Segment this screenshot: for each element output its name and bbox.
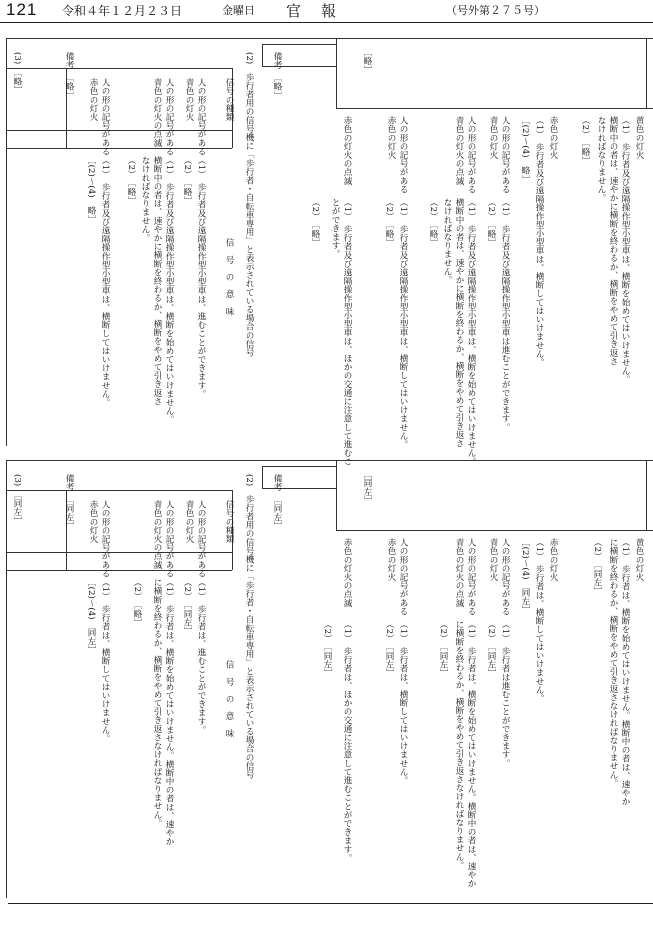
signal-meaning: （1） 歩行者及び遠隔操作型小型車は進むことができます。 (500, 198, 510, 432)
subsection-title: (3) ［同左］ (12, 474, 22, 525)
signal-meaning: （1） 歩行者は、横断してはいけません。 (398, 620, 408, 785)
signal-type: 青色の灯火の点滅 (152, 500, 162, 569)
signal-meaning: （2） ［略］ (132, 578, 142, 627)
rule (6, 460, 653, 461)
signal-meaning: 横断中の者は、速やかに横断を終わるか、横断をやめて引き返さ (608, 116, 618, 366)
page-number: 121 (6, 0, 38, 19)
signal-type: 人の形の記号がある (164, 78, 174, 156)
amended-section (6, 38, 653, 466)
weekday: 金曜日 (222, 4, 255, 17)
subsection-title: (2) 歩行者用の信号機に「歩行者・自転車専用」と表示されている場合の信号 (244, 474, 254, 779)
signal-meaning: （1） 歩行者及び遠隔操作型小型車は、横断してはいけません。 (100, 156, 110, 407)
signal-type: 赤色の灯火 (386, 116, 396, 159)
note: 備考 ［同左］ (272, 474, 282, 530)
signal-meaning: （1） 歩行者は、横断を始めてはいけません。横断中の者は、速やか (466, 620, 476, 888)
rule (336, 460, 337, 530)
signal-type: 人の形の記号がある (466, 116, 476, 194)
signal-meaning: （2） ［同左］ (322, 620, 332, 678)
page-header (0, 0, 653, 23)
signal-meaning: （1） 歩行者及び遠隔操作型小型車は、横断してはいけません。 (398, 198, 408, 449)
signal-type: 青色の灯火 (184, 500, 194, 543)
signal-meaning: 横断中の者は、速やかに横断を終わるか、横断をやめて引き返さ (454, 198, 464, 448)
signal-meaning: ［(2)〜(4) 略］ (86, 156, 96, 224)
signal-type: 人の形の記号がある (466, 538, 476, 616)
gazette-name: 官報 (286, 2, 357, 20)
rule (6, 68, 232, 69)
signal-meaning: （2） ［略］ (384, 198, 394, 247)
signal-meaning: （2） ［略］ (182, 156, 192, 205)
signal-type: 赤色の灯火 (548, 116, 558, 159)
subsection-title: (2) 歩行者用の信号機に「歩行者・自転車専用」と表示されている場合の信号 (244, 52, 254, 357)
same-as-left-mark: ［同左］ (362, 470, 372, 505)
signal-type: 青色の灯火 (184, 78, 194, 121)
signal-type: 赤色の灯火の点滅 (342, 116, 352, 185)
rule (336, 108, 653, 109)
column-header-meaning: 信 号 の 意 味 (224, 238, 234, 316)
signal-meaning: （2） ［同左］ (182, 578, 192, 636)
column-header-type: 信号の種類 (224, 78, 234, 121)
signal-meaning: 横断中の者は、速やかに横断を終わるか、横断をやめて引き返さ (152, 156, 162, 406)
signal-type: 人の形の記号がある (100, 500, 110, 578)
signal-meaning: ［(2)〜(4) 同左］ (86, 578, 96, 654)
note: 備考 ［同左］ (64, 474, 74, 530)
signal-meaning: （1） 歩行者は、ほかの交通に注意して進むことができます。 (342, 620, 352, 862)
signal-meaning: （1） 歩行者は、横断を始めてはいけません。横断中の者は、速やか (164, 578, 174, 846)
rule (646, 38, 647, 108)
signal-type: 赤色の灯火 (386, 538, 396, 581)
rule (262, 466, 263, 488)
signal-meaning: （1） 歩行者及び遠隔操作型小型車は、ほかの交通に注意して進むこ (342, 198, 352, 466)
signal-type: 青色の灯火の点滅 (152, 78, 162, 147)
issue-number: （号外第２７５号） (446, 4, 545, 17)
signal-meaning: （1） 歩行者及び遠隔操作型小型車は、進むことができます。 (196, 156, 206, 398)
signal-meaning: ［(2)〜(4) 略］ (520, 116, 530, 184)
note: 備考 ［略］ (64, 52, 74, 100)
signal-meaning: （2） ［略］ (126, 156, 136, 205)
signal-type: 人の形の記号がある (196, 500, 206, 578)
signal-meaning: （1） 歩行者及び遠隔操作型小型車は、横断を始めてはいけません。 (164, 156, 174, 424)
issue-date: 令和４年１２月２３日 (62, 4, 183, 18)
rule (6, 38, 7, 446)
signal-type: 人の形の記号がある (100, 78, 110, 156)
rule (336, 530, 653, 531)
rule (6, 490, 232, 491)
signal-meaning: ［(2)〜(4) 同左］ (520, 538, 530, 614)
signal-type: 赤色の灯火の点滅 (342, 538, 352, 607)
subsection-title: (3) ［略］ (12, 52, 22, 95)
signal-type: 人の形の記号がある (196, 78, 206, 156)
column-header-type: 信号の種類 (224, 500, 234, 543)
omitted-mark: ［略］ (362, 48, 372, 74)
signal-meaning: （1） 歩行者は進むことができます。 (500, 620, 510, 768)
signal-type: 人の形の記号がある (500, 538, 510, 616)
signal-type: 黄色の灯火 (634, 116, 644, 159)
signal-meaning: なければなりません。 (140, 156, 150, 242)
footer-rule (8, 903, 653, 904)
signal-type: 青色の灯火の点滅 (454, 538, 464, 607)
rule (6, 460, 7, 898)
signal-type: 人の形の記号がある (398, 538, 408, 616)
signal-type: 赤色の灯火 (88, 78, 98, 121)
signal-meaning: に横断を終わるか、横断をやめて引き返さなければなりません。 (152, 578, 162, 828)
note: 備考 ［略］ (272, 52, 282, 100)
signal-type: 青色の灯火 (488, 538, 498, 581)
signal-meaning: とができます。 (330, 198, 340, 259)
signal-meaning: に横断を終わるか、横断をやめて引き返さなければなりません。 (608, 538, 618, 788)
signal-meaning: （1） 歩行者及び遠隔操作型小型車は、横断を始めてはいけません。 (620, 116, 630, 384)
rule (336, 38, 337, 108)
signal-meaning: なければなりません。 (596, 116, 606, 202)
signal-type: 青色の灯火 (488, 116, 498, 159)
signal-meaning: に横断を終わるか、横断をやめて引き返さなければなりません。 (454, 620, 464, 870)
signal-type: 人の形の記号がある (500, 116, 510, 194)
column-header-meaning: 信 号 の 意 味 (224, 660, 234, 738)
signal-type: 黄色の灯火 (634, 538, 644, 581)
signal-meaning: （2） ［同左］ (438, 620, 448, 678)
rule (6, 38, 653, 39)
signal-type: 青色の灯火の点滅 (454, 116, 464, 185)
rule (262, 44, 263, 66)
signal-meaning: （2） ［略］ (580, 116, 590, 165)
signal-meaning: （2） ［略］ (428, 198, 438, 247)
signal-meaning: （1） 歩行者及び遠隔操作型小型車は、横断を始めてはいけません。 (466, 198, 476, 466)
signal-meaning: （2） ［略］ (310, 198, 320, 247)
signal-meaning: （1） 歩行者は、横断してはいけません。 (100, 578, 110, 743)
signal-type: 人の形の記号がある (398, 116, 408, 194)
signal-type: 赤色の灯火 (88, 500, 98, 543)
rule (262, 466, 337, 467)
signal-meaning: （1） 歩行者は、進むことができます。 (196, 578, 206, 734)
signal-type: 人の形の記号がある (164, 500, 174, 578)
signal-meaning: （1） 歩行者は、横断を始めてはいけません。横断中の者は、速やか (620, 538, 630, 806)
rule (262, 44, 337, 45)
signal-meaning: （2） ［同左］ (486, 620, 496, 678)
rule (646, 460, 647, 530)
current-section (6, 460, 653, 898)
signal-meaning: （2） ［略］ (486, 198, 496, 247)
signal-meaning: （1） 歩行者及び遠隔操作型小型車は、横断してはいけません。 (534, 116, 544, 367)
signal-meaning: （2） ［同左］ (592, 538, 602, 596)
signal-meaning: なければなりません。 (442, 198, 452, 284)
signal-type: 赤色の灯火 (548, 538, 558, 581)
signal-meaning: （2） ［同左］ (384, 620, 394, 678)
signal-meaning: （1） 歩行者は、横断してはいけません。 (534, 538, 544, 703)
